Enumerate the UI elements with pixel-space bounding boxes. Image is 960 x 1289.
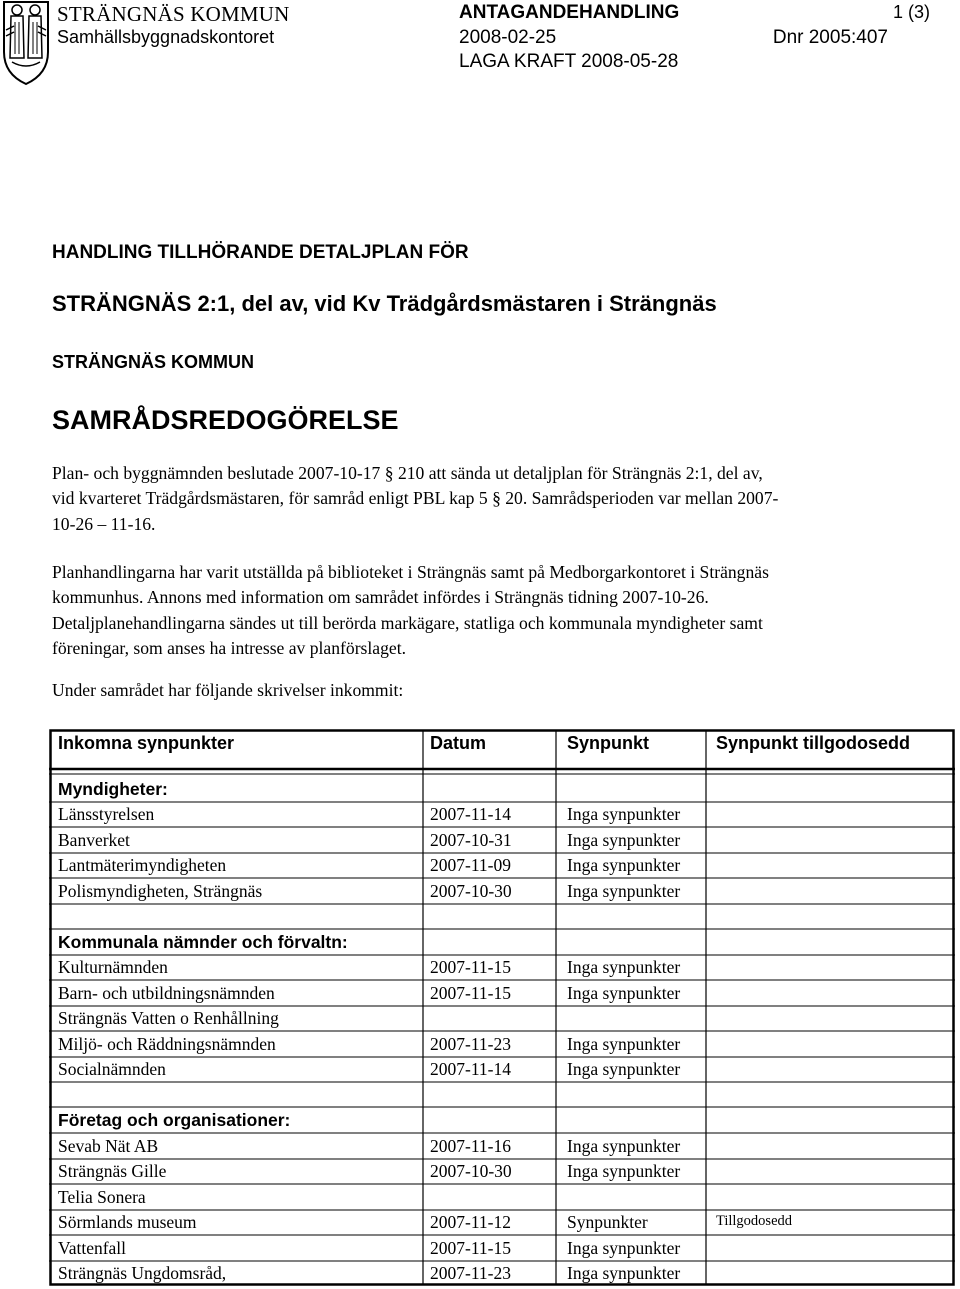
section-title-municipal-boards: Kommunala nämnder och förvaltn:	[58, 932, 348, 952]
column-header-submission: Inkomna synpunkter	[58, 733, 235, 753]
table-cell-opinion: Inga synpunkter	[567, 1034, 681, 1054]
table-cell-name: Polismyndigheten, Strängnäs	[58, 881, 263, 901]
table-cell-name: Kulturnämnden	[58, 957, 168, 977]
table-cell-date: 2007-11-15	[430, 1238, 512, 1258]
table-cell-opinion: Inga synpunkter	[567, 804, 681, 824]
table-cell-date: 2007-11-09	[430, 855, 512, 875]
table-cell-opinion: Inga synpunkter	[567, 881, 681, 901]
table-cell-date: 2007-10-31	[430, 830, 512, 850]
paragraph-line: vid kvarteret Trädgårdsmästaren, för samråd enligt PBL kap 5 § 20. Samrådsperioden var mellan 2007-	[52, 488, 779, 509]
table-cell-date: 2007-11-23	[430, 1034, 512, 1054]
column-header-fulfilled: Synpunkt tillgodosedd	[716, 733, 910, 753]
table-cell-date: 2007-11-14	[430, 1059, 512, 1079]
table-cell-date: 2007-10-30	[430, 1161, 512, 1181]
legal-force-date: LAGA KRAFT 2008-05-28	[459, 51, 679, 72]
table-cell-name: Strängnäs Gille	[58, 1161, 167, 1181]
coat-of-arms-icon	[2, 0, 50, 86]
table-cell-name: Vattenfall	[58, 1238, 127, 1258]
table-cell-name: Barn- och utbildningsnämnden	[58, 983, 275, 1003]
table-cell-opinion: Inga synpunkter	[567, 1263, 681, 1283]
paragraph-line: Planhandlingarna har varit utställda på biblioteket i Strängnäs samt på Medborgarkontoret i Strängnäs	[52, 562, 769, 582]
paragraph-line: Under samrådet har följande skrivelser inkommit:	[52, 680, 404, 700]
table-cell-name: Miljö- och Räddningsnämnden	[58, 1034, 276, 1054]
page-number: 1 (3)	[892, 2, 930, 22]
plan-title: STRÄNGNÄS 2:1, del av, vid Kv Trädgårdsmästaren i Strängnäs	[52, 291, 717, 316]
paragraph-line: föreningar, som anses ha intresse av planförslaget.	[52, 637, 406, 658]
table-cell-opinion: Inga synpunkter	[567, 1161, 681, 1181]
document-type: ANTAGANDEHANDLING	[459, 2, 680, 23]
table-cell-name: Strängnäs Vatten o Renhållning	[58, 1008, 279, 1028]
exhibition-paragraph	[52, 560, 932, 661]
table-cell-date: 2007-11-23	[430, 1263, 512, 1283]
report-title: SAMRÅDSREDOGÖRELSE	[52, 405, 399, 435]
paragraph-line: 10-26 – 11-16.	[52, 513, 156, 534]
table-cell-fulfilled: Tillgodosedd	[716, 1213, 793, 1229]
table-cell-name: Sörmlands museum	[58, 1212, 197, 1232]
paragraph-line: kommunhus. Annons med information om samrådet infördes i Strängnäs tidning 2007-10-26.	[52, 587, 709, 608]
municipality-name: STRÄNGNÄS KOMMUN	[57, 2, 290, 26]
table-cell-opinion: Inga synpunkter	[567, 855, 681, 875]
table-cell-opinion: Inga synpunkter	[567, 1136, 681, 1156]
table-cell-opinion: Inga synpunkter	[567, 830, 681, 850]
table-cell-name: Socialnämnden	[58, 1059, 166, 1079]
table-cell-opinion: Inga synpunkter	[567, 1059, 681, 1079]
section-title-authorities: Myndigheter:	[58, 779, 168, 799]
table-cell-name: Telia Sonera	[58, 1187, 146, 1207]
document-heading: HANDLING TILLHÖRANDE DETALJPLAN FÖR	[52, 242, 469, 263]
column-header-date: Datum	[430, 733, 487, 753]
table-cell-opinion: Synpunkter	[567, 1212, 648, 1232]
department-name: Samhällsbyggnadskontoret	[57, 27, 275, 47]
paragraph-line: Detaljplanehandlingarna sändes ut till berörda markägare, statliga och kommunala myndigheter samt	[52, 612, 763, 633]
decision-paragraph	[52, 461, 932, 537]
municipality-heading: STRÄNGNÄS KOMMUN	[52, 352, 254, 372]
table-cell-name: Strängnäs Ungdomsråd,	[58, 1263, 227, 1283]
table-cell-name: Banverket	[58, 830, 130, 850]
table-cell-date: 2007-11-15	[430, 983, 512, 1003]
column-header-opinion: Synpunkt	[567, 733, 650, 753]
table-cell-date: 2007-11-12	[430, 1212, 512, 1232]
table-cell-date: 2007-10-30	[430, 881, 512, 901]
table-cell-date: 2007-11-15	[430, 957, 512, 977]
table-cell-name: Sevab Nät AB	[58, 1136, 159, 1156]
table-cell-name: Länsstyrelsen	[58, 804, 155, 824]
section-title-companies: Företag och organisationer:	[58, 1110, 291, 1130]
document-date: 2008-02-25	[459, 27, 557, 48]
table-cell-opinion: Inga synpunkter	[567, 1238, 681, 1258]
paragraph-line: Plan- och byggnämnden beslutade 2007-10-17 § 210 att sända ut detaljplan för Strängnäs 2:1, del av,	[52, 463, 763, 483]
table-cell-opinion: Inga synpunkter	[567, 983, 681, 1003]
table-cell-date: 2007-11-14	[430, 804, 512, 824]
intro-paragraph	[52, 678, 932, 703]
table-cell-name: Lantmäterimyndigheten	[58, 855, 227, 875]
table-cell-opinion: Inga synpunkter	[567, 957, 681, 977]
document-dnr: Dnr 2005:407	[772, 27, 888, 48]
table-cell-date: 2007-11-16	[430, 1136, 512, 1156]
